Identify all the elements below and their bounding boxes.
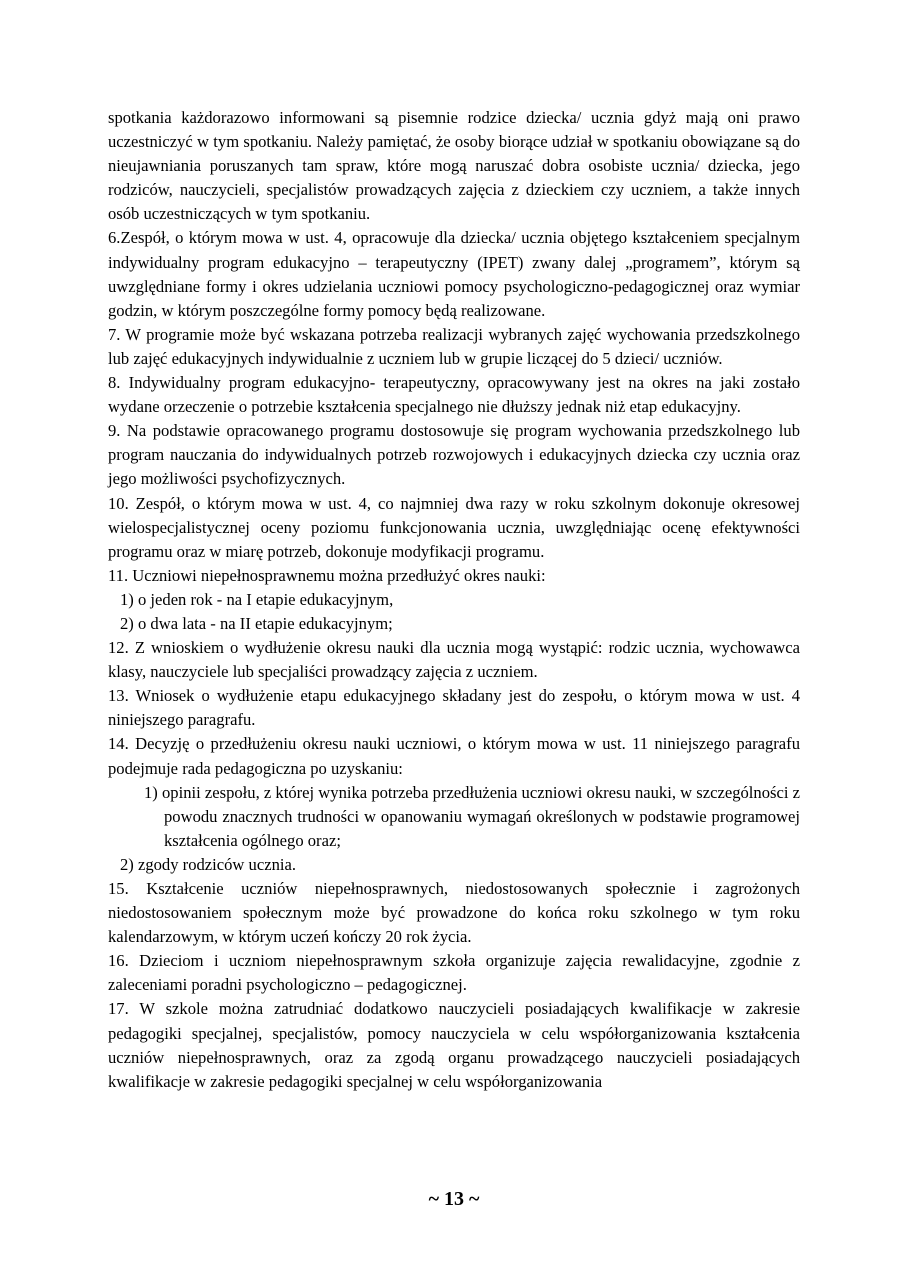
paragraph-11: 11. Uczniowi niepełnosprawnemu można przedłużyć okres nauki: (108, 565, 546, 585)
paragraph-10: 10. Zespół, o którym mowa w ust. 4, co najmniej dwa razy w roku szkolnym dokonuje okresowej wielospecjalistycznej oceny poziomu funkcjonowania ucznia, uwzględniając ocenę efektywności programu oraz w miarę potrzeb, dokonuje modyfikacji programu. (108, 493, 800, 561)
paragraph-14: 14. Decyzję o przedłużeniu okresu nauki uczniowi, o którym mowa w ust. 11 niniejszego paragrafu podejmuje rada pedagogiczna po uzyskaniu: (108, 734, 800, 778)
list-item-11-2: 2) o dwa lata - na II etapie edukacyjnym; (120, 613, 393, 633)
paragraph-continuation: spotkania każdorazowo informowani są pisemnie rodzice dziecka/ ucznia gdyż mają oni prawo uczestniczyć w tym spotkaniu. Należy pamiętać, że osoby biorące udział w spotkaniu obowiązane są do nieujawniania poruszanych tam spraw, które mogą naruszać dobra osobiste ucznia/ dziecka, jego rodziców, nauczycieli, specjalistów prowadzących zajęcia z dzieckiem czy uczniem, a także innych osób uczestniczących w tym spotkaniu. (108, 108, 800, 224)
list-item-11-1: 1) o jeden rok - na I etapie edukacyjnym, (120, 589, 394, 609)
paragraph-15: 15. Kształcenie uczniów niepełnosprawnych, niedostosowanych społecznie i zagrożonych niedostosowaniem społecznym może być prowadzone do końca roku szkolnego w tym roku kalendarzowym, w którym uczeń kończy 20 rok życia. (108, 879, 800, 947)
paragraph-6: 6.Zespół, o którym mowa w ust. 4, opracowuje dla dziecka/ ucznia objętego kształceniem specjalnym indywidualny program edukacyjno – terapeutyczny (IPET) zwany dalej „programem”, którym są uwzględniane formy i okres udzielania uczniowi pomocy psychologiczno-pedagogicznej oraz wymiar godzin, w którym poszczególne formy pomocy będą realizowane. (108, 228, 800, 320)
paragraph-13: 13. Wniosek o wydłużenie etapu edukacyjnego składany jest do zespołu, o którym mowa w ust. 4 niniejszego paragrafu. (108, 686, 800, 730)
document-body (108, 106, 800, 1094)
paragraph-8: 8. Indywidualny program edukacyjno- terapeutyczny, opracowywany jest na okres na jaki zostało wydane orzeczenie o potrzebie kształcenia specjalnego nie dłuższy jednak niż etap edukacyjny. (108, 373, 800, 417)
list-item-14-1: 1) opinii zespołu, z której wynika potrzeba przedłużenia uczniowi okresu nauki, w szczególności z powodu znacznych trudności w opanowaniu wymagań określonych w podstawie programowej kształcenia ogólnego oraz; (144, 782, 800, 850)
page-number: ~ 13 ~ (428, 1188, 480, 1210)
paragraph-9: 9. Na podstawie opracowanego programu dostosowuje się program wychowania przedszkolnego lub program nauczania do indywidualnych potrzeb rozwojowych i edukacyjnych dziecka czy ucznia oraz jego możliwości psychofizycznych. (108, 421, 800, 489)
paragraph-17: 17. W szkole można zatrudniać dodatkowo nauczycieli posiadających kwalifikacje w zakresie pedagogiki specjalnej, specjalistów, pomocy nauczyciela w celu współorganizowania kształcenia uczniów niepełnosprawnych, oraz za zgodą organu prowadzącego nauczycieli posiadających kwalifikacje w zakresie pedagogiki specjalnej w celu współorganizowania (108, 999, 800, 1091)
list-item-14-2: 2) zgody rodziców ucznia. (120, 854, 297, 874)
paragraph-16: 16. Dzieciom i uczniom niepełnosprawnym szkoła organizuje zajęcia rewalidacyjne, zgodnie z zaleceniami poradni psychologiczno – pedagogicznej. (108, 951, 800, 995)
paragraph-7: 7. W programie może być wskazana potrzeba realizacji wybranych zajęć wychowania przedszkolnego lub zajęć edukacyjnych indywidualnie z uczniem lub w grupie liczącej do 5 dzieci/ uczniów. (108, 324, 800, 368)
paragraph-12: 12. Z wnioskiem o wydłużenie okresu nauki dla ucznia mogą wystąpić: rodzic ucznia, wychowawca klasy, nauczyciele lub specjaliści prowadzący zajęcia z uczniem. (108, 638, 800, 682)
